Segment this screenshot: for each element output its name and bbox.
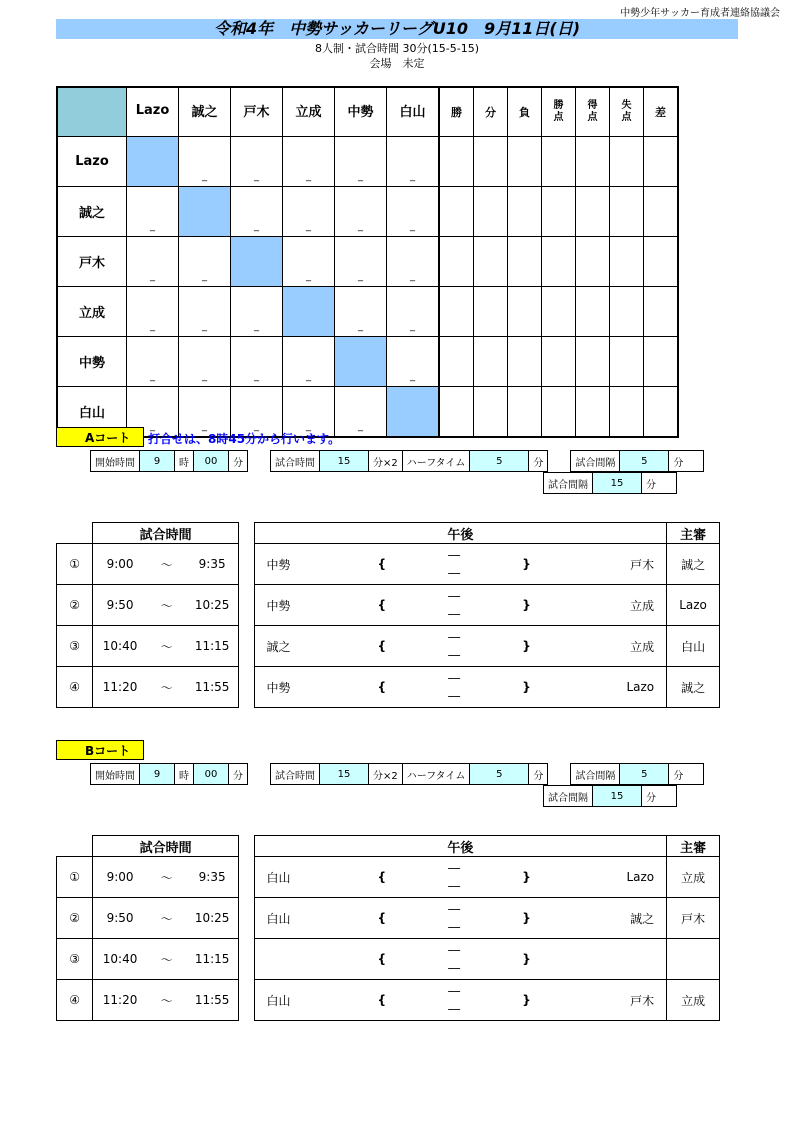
league-result-cell: _ <box>127 237 179 287</box>
league-row-team: 戸木 <box>57 237 127 287</box>
start-time-label: 開始時間 <box>91 764 140 785</box>
match-row <box>57 939 720 980</box>
match-number: ① <box>57 857 93 898</box>
interval-value: 5 <box>620 451 669 472</box>
referee <box>667 939 720 980</box>
league-result-cell: _ <box>387 287 440 337</box>
away-score: ― <box>448 961 461 975</box>
league-stat-cell <box>439 387 474 438</box>
match-number: ② <box>57 898 93 939</box>
minute-unit: 分 <box>229 764 248 785</box>
league-result-cell: _ <box>387 187 440 237</box>
match-start: 9:50 <box>93 585 147 626</box>
court-settings <box>90 763 704 785</box>
match-tilde: ～ <box>147 626 186 667</box>
league-result-cell: _ <box>179 337 231 387</box>
match-time-label: 試合時間 <box>271 451 320 472</box>
league-result-cell: _ <box>283 187 335 237</box>
schedule-period-header: 午後 <box>254 836 667 857</box>
match-number: ③ <box>57 939 93 980</box>
league-self-cell <box>387 387 440 438</box>
league-col-team: 中勢 <box>335 87 387 137</box>
brace-close: } <box>501 585 553 626</box>
match-schedule <box>56 522 720 708</box>
league-result-cell: _ <box>231 387 283 438</box>
home-team: 誠之 <box>254 626 356 667</box>
league-stat-cell <box>439 187 474 237</box>
league-result-cell: _ <box>283 387 335 438</box>
brace-open: { <box>356 667 408 708</box>
match-number: ④ <box>57 667 93 708</box>
league-stat-cell <box>542 287 576 337</box>
league-stat-cell <box>439 237 474 287</box>
league-result-cell: _ <box>179 387 231 438</box>
league-stat-cell <box>610 137 644 187</box>
score-box <box>408 626 501 667</box>
league-stat-cell <box>610 387 644 438</box>
brace-open: { <box>356 626 408 667</box>
home-team: 中勢 <box>254 667 356 708</box>
league-stat-cell <box>508 187 542 237</box>
schedule-referee-header: 主審 <box>667 523 720 544</box>
league-result-cell: _ <box>127 337 179 387</box>
away-team: 立成 <box>552 585 666 626</box>
home-team: 白山 <box>254 898 356 939</box>
brace-close: } <box>501 898 553 939</box>
brace-close: } <box>501 626 553 667</box>
referee: Lazo <box>667 585 720 626</box>
league-stat-header: 失 点 <box>610 87 644 137</box>
halftime-unit: 分 <box>529 764 548 785</box>
match-number: ③ <box>57 626 93 667</box>
start-hour: 9 <box>140 764 175 785</box>
away-team: 戸木 <box>552 544 666 585</box>
league-stat-header: 得 点 <box>576 87 610 137</box>
league-row-team: Lazo <box>57 137 127 187</box>
interval-value: 15 <box>593 786 642 807</box>
league-stat-cell <box>508 287 542 337</box>
interval-unit: 分 <box>669 764 704 785</box>
league-result-cell: _ <box>335 387 387 438</box>
away-score: ― <box>448 1002 461 1016</box>
league-stat-cell <box>576 387 610 438</box>
league-result-cell: _ <box>335 237 387 287</box>
referee: 誠之 <box>667 544 720 585</box>
interval-value: 5 <box>620 764 669 785</box>
brace-open: { <box>356 857 408 898</box>
start-minute: 00 <box>194 451 229 472</box>
league-stat-cell <box>542 137 576 187</box>
minute-unit: 分 <box>229 451 248 472</box>
league-stat-cell <box>439 337 474 387</box>
league-row <box>57 287 678 337</box>
league-stat-cell <box>644 137 679 187</box>
interval-label: 試合間隔 <box>571 451 620 472</box>
brace-open: { <box>356 980 408 1021</box>
start-minute: 00 <box>194 764 229 785</box>
league-row-team: 立成 <box>57 287 127 337</box>
match-row <box>57 626 720 667</box>
referee: 立成 <box>667 857 720 898</box>
interval-label: 試合間隔 <box>544 786 593 807</box>
score-box <box>408 585 501 626</box>
league-corner <box>57 87 127 137</box>
match-end: 11:15 <box>186 939 238 980</box>
away-score: ― <box>448 607 461 621</box>
league-stat-header: 差 <box>644 87 679 137</box>
league-stat-cell <box>610 237 644 287</box>
court-label: Bコート <box>56 740 144 760</box>
venue: 会場 未定 <box>369 57 425 70</box>
league-stat-cell <box>474 387 508 438</box>
league-self-cell <box>127 137 179 187</box>
match-tilde: ～ <box>147 980 186 1021</box>
match-start: 9:00 <box>93 857 147 898</box>
match-tilde: ～ <box>147 585 186 626</box>
brace-close: } <box>501 980 553 1021</box>
league-stat-cell <box>474 287 508 337</box>
league-stat-cell <box>610 337 644 387</box>
league-result-cell: _ <box>283 137 335 187</box>
league-result-cell: _ <box>387 137 440 187</box>
away-team: Lazo <box>552 857 666 898</box>
halftime-label: ハーフタイム <box>402 451 470 472</box>
match-end: 11:15 <box>186 626 238 667</box>
away-team <box>552 939 666 980</box>
interval-unit: 分 <box>642 786 677 807</box>
brace-open: { <box>356 939 408 980</box>
hour-unit: 時 <box>175 451 194 472</box>
league-stat-cell <box>508 387 542 438</box>
league-stat-cell <box>474 337 508 387</box>
league-col-team: 白山 <box>387 87 440 137</box>
league-row-team: 誠之 <box>57 187 127 237</box>
league-result-cell: _ <box>231 287 283 337</box>
league-stat-cell <box>610 187 644 237</box>
match-start: 10:40 <box>93 939 147 980</box>
home-team <box>254 939 356 980</box>
away-score: ― <box>448 920 461 934</box>
home-score: ― <box>448 589 461 603</box>
brace-close: } <box>501 857 553 898</box>
league-row <box>57 137 678 187</box>
league-col-team: 立成 <box>283 87 335 137</box>
away-team: Lazo <box>552 667 666 708</box>
league-result-cell: _ <box>335 287 387 337</box>
away-score: ― <box>448 879 461 893</box>
league-stat-cell <box>576 287 610 337</box>
halftime-label: ハーフタイム <box>402 764 470 785</box>
interval-unit: 分 <box>669 451 704 472</box>
match-start: 11:20 <box>93 980 147 1021</box>
league-row <box>57 187 678 237</box>
match-time-unit: 分×2 <box>369 764 403 785</box>
league-row <box>57 237 678 287</box>
league-self-cell <box>231 237 283 287</box>
league-stat-cell <box>508 137 542 187</box>
league-row-team: 中勢 <box>57 337 127 387</box>
league-result-cell: _ <box>335 187 387 237</box>
match-time-unit: 分×2 <box>369 451 403 472</box>
league-stat-cell <box>439 287 474 337</box>
league-stat-cell <box>508 337 542 387</box>
match-time-label: 試合時間 <box>271 764 320 785</box>
league-stat-cell <box>644 337 679 387</box>
league-stat-cell <box>542 237 576 287</box>
league-stat-cell <box>474 187 508 237</box>
match-end: 9:35 <box>186 857 238 898</box>
match-rules: 8人制・試合時間 30分(15-5-15) <box>314 42 479 55</box>
away-score: ― <box>448 689 461 703</box>
interval-label: 試合間隔 <box>571 764 620 785</box>
schedule-referee-header: 主審 <box>667 836 720 857</box>
league-stat-cell <box>576 237 610 287</box>
league-row-team: 白山 <box>57 387 127 438</box>
match-number: ② <box>57 585 93 626</box>
brace-close: } <box>501 544 553 585</box>
league-stat-cell <box>542 337 576 387</box>
league-result-cell: _ <box>179 137 231 187</box>
interval-value: 15 <box>593 473 642 494</box>
league-stat-cell <box>644 187 679 237</box>
league-result-cell: _ <box>283 237 335 287</box>
league-result-cell: _ <box>283 337 335 387</box>
league-result-cell: _ <box>127 287 179 337</box>
league-stat-cell <box>542 387 576 438</box>
away-team: 立成 <box>552 626 666 667</box>
league-stat-cell <box>508 237 542 287</box>
home-score: ― <box>448 630 461 644</box>
home-team: 中勢 <box>254 585 356 626</box>
away-score: ― <box>448 648 461 662</box>
brace-open: { <box>356 585 408 626</box>
home-team: 白山 <box>254 857 356 898</box>
match-tilde: ～ <box>147 898 186 939</box>
halftime-value: 5 <box>470 764 529 785</box>
match-row <box>57 898 720 939</box>
match-end: 11:55 <box>186 667 238 708</box>
league-stat-cell <box>644 387 679 438</box>
halftime-unit: 分 <box>529 451 548 472</box>
home-score: ― <box>448 984 461 998</box>
court-settings <box>90 450 704 472</box>
league-stat-cell <box>474 237 508 287</box>
start-hour: 9 <box>140 451 175 472</box>
league-result-cell: _ <box>387 237 440 287</box>
league-result-cell: _ <box>179 237 231 287</box>
home-score: ― <box>448 943 461 957</box>
league-result-cell: _ <box>231 187 283 237</box>
league-stat-cell <box>576 337 610 387</box>
match-row <box>57 544 720 585</box>
league-self-cell <box>283 287 335 337</box>
page-title: 令和4年 中勢サッカーリーグU10 9月11日(日) <box>213 19 581 38</box>
league-stat-cell <box>644 237 679 287</box>
league-result-cell: _ <box>387 337 440 387</box>
score-box <box>408 667 501 708</box>
match-number: ① <box>57 544 93 585</box>
league-col-team: 戸木 <box>231 87 283 137</box>
league-self-cell <box>179 187 231 237</box>
match-time-value: 15 <box>320 451 369 472</box>
league-result-cell: _ <box>231 137 283 187</box>
interval-unit: 分 <box>642 473 677 494</box>
league-row <box>57 337 678 387</box>
match-schedule <box>56 835 720 1021</box>
match-row <box>57 857 720 898</box>
court-label: Aコート <box>56 427 144 447</box>
match-tilde: ～ <box>147 939 186 980</box>
league-result-cell: _ <box>335 137 387 187</box>
league-stat-cell <box>439 137 474 187</box>
match-start: 9:00 <box>93 544 147 585</box>
referee: 立成 <box>667 980 720 1021</box>
league-col-team: 誠之 <box>179 87 231 137</box>
away-team: 誠之 <box>552 898 666 939</box>
brace-open: { <box>356 544 408 585</box>
home-team: 中勢 <box>254 544 356 585</box>
interval-label: 試合間隔 <box>544 473 593 494</box>
league-stat-cell <box>474 137 508 187</box>
score-box <box>408 980 501 1021</box>
court-settings-2 <box>543 785 677 807</box>
league-result-cell: _ <box>127 387 179 438</box>
referee: 誠之 <box>667 667 720 708</box>
match-row <box>57 667 720 708</box>
league-self-cell <box>335 337 387 387</box>
match-start: 10:40 <box>93 626 147 667</box>
match-tilde: ～ <box>147 544 186 585</box>
league-stat-cell <box>542 187 576 237</box>
schedule-time-header: 試合時間 <box>93 523 239 544</box>
league-stat-cell <box>576 187 610 237</box>
league-col-team: Lazo <box>127 87 179 137</box>
match-end: 10:25 <box>186 585 238 626</box>
match-row <box>57 585 720 626</box>
league-stat-header: 負 <box>508 87 542 137</box>
match-number: ④ <box>57 980 93 1021</box>
league-result-cell: _ <box>179 287 231 337</box>
home-team: 白山 <box>254 980 356 1021</box>
match-end: 9:35 <box>186 544 238 585</box>
home-score: ― <box>448 548 461 562</box>
home-score: ― <box>448 902 461 916</box>
hour-unit: 時 <box>175 764 194 785</box>
referee: 白山 <box>667 626 720 667</box>
away-score: ― <box>448 566 461 580</box>
court-note: 打合せは、8時45分から行います。 <box>148 432 341 446</box>
league-result-cell: _ <box>127 187 179 237</box>
start-time-label: 開始時間 <box>91 451 140 472</box>
score-box <box>408 544 501 585</box>
league-stat-cell <box>576 137 610 187</box>
brace-close: } <box>501 667 553 708</box>
league-table <box>56 86 679 438</box>
organization-name: 中勢少年サッカー育成者連絡協議会 <box>620 8 780 19</box>
match-tilde: ～ <box>147 667 186 708</box>
home-score: ― <box>448 861 461 875</box>
league-stat-header: 勝 点 <box>542 87 576 137</box>
brace-close: } <box>501 939 553 980</box>
score-box <box>408 857 501 898</box>
league-stat-cell <box>644 287 679 337</box>
home-score: ― <box>448 671 461 685</box>
match-end: 11:55 <box>186 980 238 1021</box>
score-box <box>408 898 501 939</box>
court-settings-2 <box>543 472 677 494</box>
referee: 戸木 <box>667 898 720 939</box>
away-team: 戸木 <box>552 980 666 1021</box>
match-row <box>57 980 720 1021</box>
schedule-period-header: 午後 <box>254 523 667 544</box>
score-box <box>408 939 501 980</box>
league-result-cell: _ <box>231 337 283 387</box>
match-time-value: 15 <box>320 764 369 785</box>
halftime-value: 5 <box>470 451 529 472</box>
league-stat-header: 分 <box>474 87 508 137</box>
match-tilde: ～ <box>147 857 186 898</box>
match-start: 9:50 <box>93 898 147 939</box>
schedule-time-header: 試合時間 <box>93 836 239 857</box>
match-end: 10:25 <box>186 898 238 939</box>
league-stat-header: 勝 <box>439 87 474 137</box>
match-start: 11:20 <box>93 667 147 708</box>
league-stat-cell <box>610 287 644 337</box>
brace-open: { <box>356 898 408 939</box>
